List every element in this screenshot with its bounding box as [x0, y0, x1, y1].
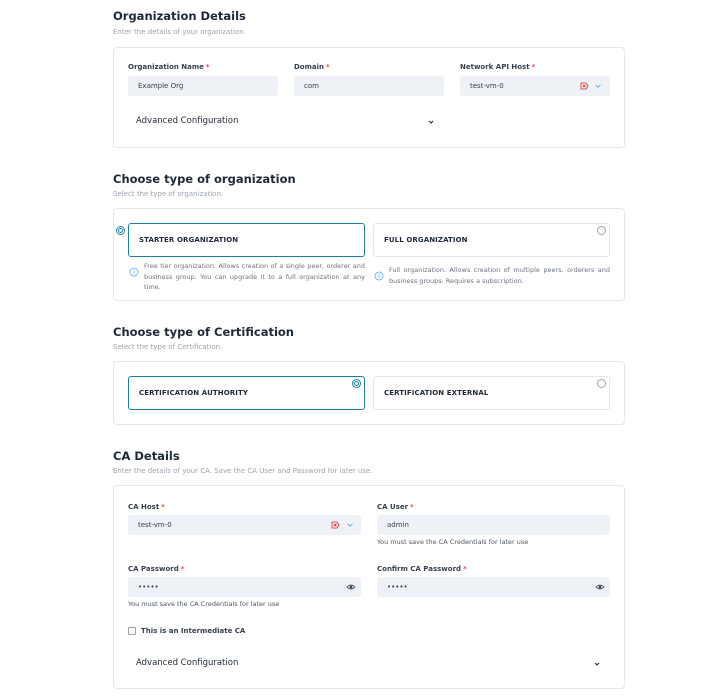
org-details-title: Organization Details: [113, 9, 246, 23]
network-host-select[interactable]: [460, 76, 610, 96]
cert-authority-label: CERTIFICATION AUTHORITY: [139, 389, 249, 397]
ca-user-input[interactable]: admin: [377, 515, 610, 535]
ca-password-value: •••••: [138, 583, 159, 591]
cert-type-subtitle: Select the type of Certification.: [113, 343, 223, 351]
domain-label: Domain *: [294, 63, 330, 71]
org-type-subtitle: Select the type of organization.: [113, 190, 224, 198]
full-org-description: Full organization. Allows creation of multiple peers, orderers and business groups. Requires a subscription.: [389, 266, 610, 285]
full-org-option[interactable]: [373, 223, 610, 257]
chevron-down-icon[interactable]: [427, 118, 435, 126]
org-details-subtitle: Enter the details of your organization.: [113, 28, 246, 36]
ca-details-subtitle: Enter the details of your CA. Save the CA User and Password for later use.: [113, 467, 373, 475]
cert-external-option[interactable]: [373, 376, 610, 410]
ca-host-value: test-vm-0: [138, 521, 172, 529]
org-type-title: Choose type of organization: [113, 172, 296, 186]
confirm-password-input[interactable]: [377, 577, 610, 597]
starter-org-description: Free tier organization. Allows creation of a single peer, orderer and business group. You can upgrade it to a full organization at any time.: [144, 262, 365, 291]
domain-input[interactable]: com: [294, 76, 444, 96]
ca-details-card: [113, 485, 625, 689]
cert-authority-radio[interactable]: [352, 379, 361, 388]
chevron-down-icon[interactable]: [346, 521, 354, 529]
org-details-card: [113, 47, 625, 148]
chevron-down-icon[interactable]: [594, 82, 602, 90]
cert-external-radio[interactable]: [597, 379, 606, 388]
org-name-label: Organization Name *: [128, 63, 210, 71]
intermediate-ca-checkbox[interactable]: [128, 627, 136, 635]
ca-user-label: CA User *: [377, 503, 414, 511]
full-org-radio[interactable]: [597, 226, 606, 235]
confirm-password-value: •••••: [387, 583, 408, 591]
advanced-config-toggle[interactable]: Advanced Configuration: [136, 116, 239, 126]
ca-password-hint: You must save the CA Credentials for later use: [128, 600, 280, 608]
ca-user-hint: You must save the CA Credentials for later use: [377, 538, 529, 546]
eye-icon[interactable]: [595, 582, 605, 592]
cert-authority-option[interactable]: [128, 376, 365, 410]
info-icon: [129, 267, 139, 277]
cert-type-title: Choose type of Certification: [113, 325, 294, 339]
confirm-password-label: Confirm CA Password *: [377, 565, 467, 573]
intermediate-ca-label: This is an Intermediate CA: [141, 627, 246, 635]
ca-host-select[interactable]: [128, 515, 361, 535]
cert-external-label: CERTIFICATION EXTERNAL: [384, 389, 489, 397]
ca-password-label: CA Password *: [128, 565, 185, 573]
network-host-value: test-vm-0: [470, 82, 504, 90]
starter-org-label: STARTER ORGANIZATION: [139, 236, 239, 244]
org-name-input[interactable]: Example Org: [128, 76, 278, 96]
ca-details-title: CA Details: [113, 449, 180, 463]
eye-icon[interactable]: [346, 582, 356, 592]
chevron-down-icon[interactable]: [593, 660, 601, 668]
starter-org-radio[interactable]: [116, 226, 125, 235]
info-icon: [374, 271, 384, 281]
ca-password-input[interactable]: [128, 577, 361, 597]
clear-icon[interactable]: [579, 81, 589, 91]
ca-host-label: CA Host *: [128, 503, 165, 511]
network-host-label: Network API Host *: [460, 63, 536, 71]
clear-icon[interactable]: [330, 520, 340, 530]
starter-org-option[interactable]: [128, 223, 365, 257]
full-org-label: FULL ORGANIZATION: [384, 236, 468, 244]
ca-advanced-config-toggle[interactable]: Advanced Configuration: [136, 658, 239, 668]
